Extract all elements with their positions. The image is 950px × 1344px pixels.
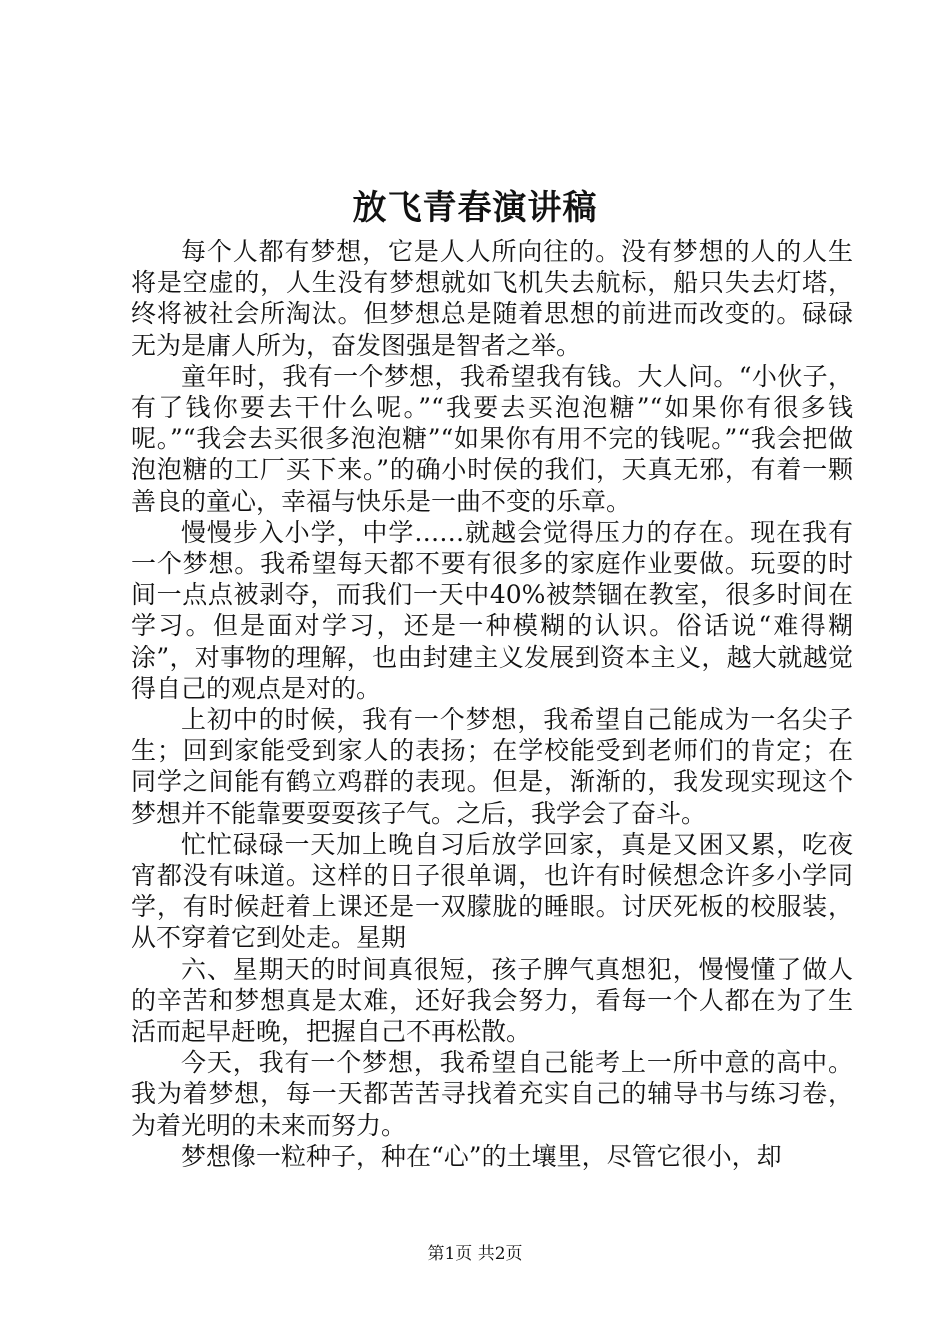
paragraph-1: 每个人都有梦想，它是人人所向往的。没有梦想的人的人生将是空虚的，人生没有梦想就如飞机失去航标，船只失去灯塔，终将被社会所淘汰。但梦想总是随着思想的前进而改变的。碌碌无为是庸人所为，奋发图强是智者之举。 bbox=[131, 237, 853, 360]
paragraph-6: 六、星期天的时间真很短，孩子脾气真想犯，慢慢懂了做人的辛苦和梦想真是太难，还好我会努力，看每一个人都在为了生活而起早赶晚，把握自己不再松散。 bbox=[131, 954, 853, 1047]
document-body bbox=[131, 236, 853, 1172]
paragraph-8: 梦想像一粒种子，种在“心”的土壤里，尽管它很小，却 bbox=[181, 1141, 782, 1171]
document-title: 放飞青春演讲稿 bbox=[352, 188, 598, 228]
paragraph-2: 童年时，我有一个梦想，我希望我有钱。大人问。“小伙子，有了钱你要去干什么呢。”“我要去买泡泡糖”“如果你有很多钱呢。”“我会去买很多泡泡糖”“如果你有用不完的钱呢。”“我会把做泡泡糖的工厂买下来。”的确小时侯的我们，天真无邪，有着一颗善良的童心，幸福与快乐是一曲不变的乐章。 bbox=[131, 361, 853, 516]
paragraph-5: 忙忙碌碌一天加上晚自习后放学回家，真是又困又累，吃夜宵都没有味道。这样的日子很单调，也许有时候想念许多小学同学，有时候赶着上课还是一双朦胧的睡眼。讨厌死板的校服装，从不穿着它到处走。星期 bbox=[131, 829, 853, 953]
paragraph-7: 今天，我有一个梦想，我希望自己能考上一所中意的高中。我为着梦想，每一天都苦苦寻找着充实自己的辅导书与练习卷，为着光明的未来而努力。 bbox=[131, 1048, 853, 1140]
page-number-footer: 第1页 共2页 bbox=[427, 1244, 523, 1264]
paragraph-4: 上初中的时候，我有一个梦想，我希望自己能成为一名尖子生；回到家能受到家人的表扬；在学校能受到老师们的肯定；在同学之间能有鹤立鸡群的表现。但是，渐渐的，我发现实现这个梦想并不能靠要耍耍孩子气。之后，我学会了奋斗。 bbox=[131, 705, 853, 828]
paragraph-3: 慢慢步入小学，中学……就越会觉得压力的存在。现在我有一个梦想。我希望每天都不要有很多的家庭作业要做。玩耍的时间一点点被剥夺，而我们一天中40%被禁锢在教室，很多时间在学习。但是面对学习，还是一种模糊的认识。俗话说“难得糊涂”，对事物的理解，也由封建主义发展到资本主义，越大就越觉得自己的观点是对的。 bbox=[131, 517, 853, 703]
